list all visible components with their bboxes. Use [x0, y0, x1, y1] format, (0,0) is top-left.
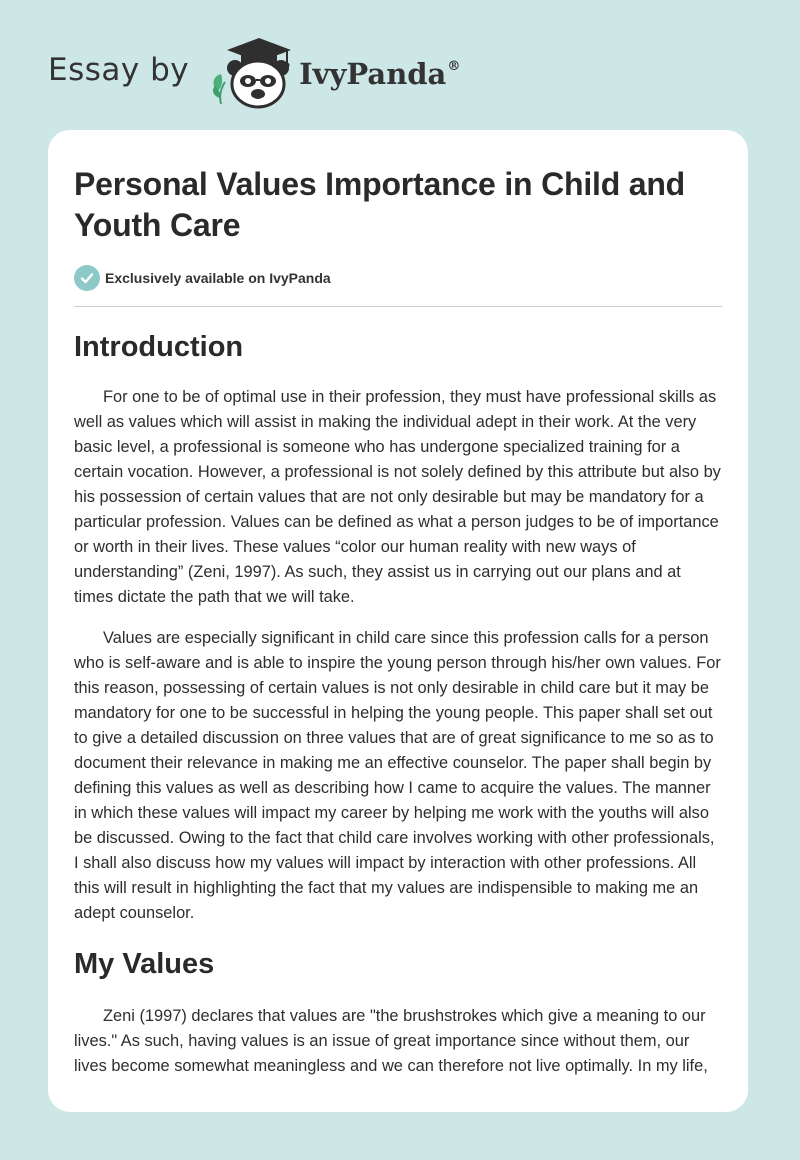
- brand-name[interactable]: IvyPanda®: [299, 57, 461, 91]
- site-header: [48, 34, 488, 110]
- registered-mark: ®: [447, 59, 461, 74]
- essay-by-label: Essay by: [48, 52, 190, 88]
- article-title: Personal Values Importance in Child and Youth Care: [74, 166, 686, 243]
- check-icon: [74, 265, 100, 291]
- intro-paragraph-2: Values are especially significant in child care since this profession calls for a person who is self-aware and is able to inspire the young person through his/her own values. For this reason, possessing of certain values is not only desirable in child care but it may be mandatory for one to be successful in helping the young people. This paper shall set out to give a detailed discussion on three values that are of great significance to me so as to document their relevance in making me an effective counselor. The paper shall begin by defining this values as well as describing how I came to acquire the values. The manner in which these values will impact my career by helping me work with the youths will also be discussed. Owing to the fact that child care involves working with other professionals, I shall also discuss how my values will impact by interaction with other professions. All this will result in highlighting the fact that my values are indispensible to making me an adept counselor.: [74, 629, 721, 922]
- article-card: [48, 130, 748, 1112]
- exclusive-badge: [74, 264, 722, 292]
- exclusive-badge-label: Exclusively available on IvyPanda: [105, 270, 331, 286]
- section-heading-my-values: My Values: [74, 948, 215, 980]
- intro-paragraph-1: For one to be of optimal use in their profession, they must have professional skills as well as values which will assist in making the individual adept in their work. At the very basic level, a professional is someone who has undergone specialized training for a certain vocation. However, a professional is not solely defined by this attribute but also by his possession of certain values that are not only desirable but may be mandatory for a particular profession. Values can be defined as what a person judges to be of importance or worth in their lives. These values “color our human reality with new ways of understanding” (Zeni, 1997). As such, they assist us in carrying out our plans and at times dictate the path that we will take.: [74, 388, 721, 606]
- my-values-paragraph-1: Zeni (1997) declares that values are "the brushstrokes which give a meaning to our lives." As such, having values is an issue of great importance since without them, our lives become somewhat meaningless and we can therefore not live optimally. In my life,: [74, 1007, 708, 1075]
- ivypanda-logo-icon[interactable]: [207, 34, 293, 110]
- title-divider: [74, 306, 722, 307]
- section-heading-introduction: Introduction: [74, 331, 244, 363]
